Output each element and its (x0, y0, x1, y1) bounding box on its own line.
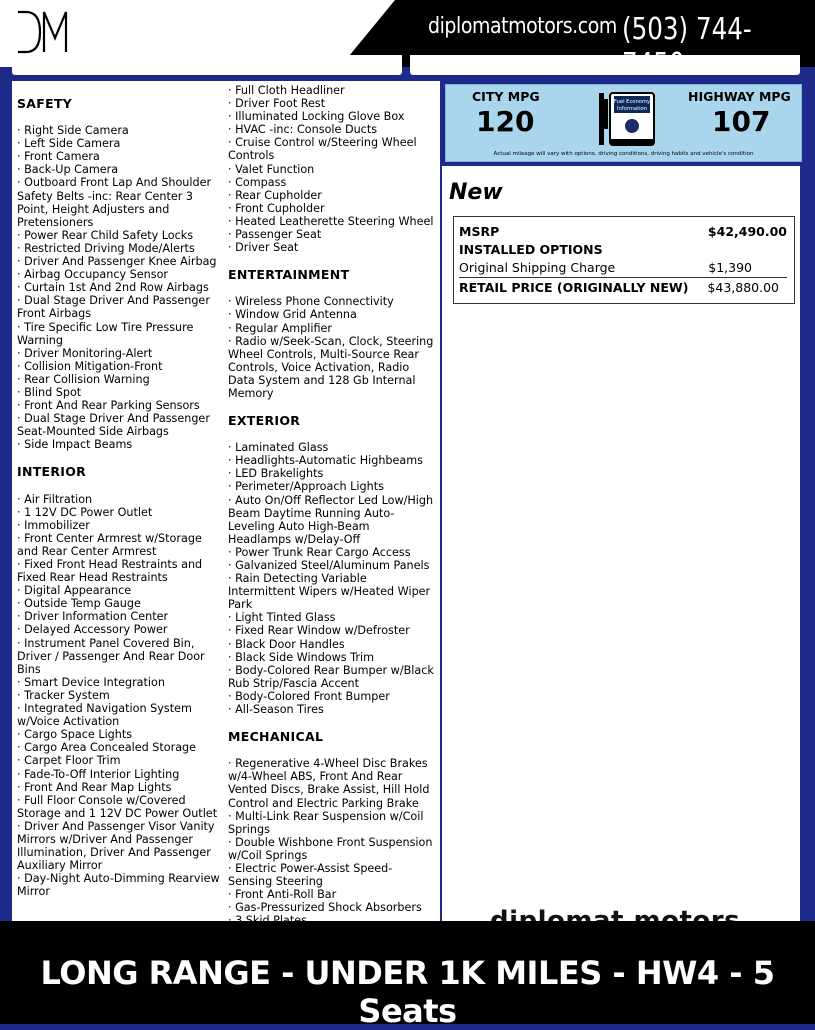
feature-item: · Black Side Windows Trim (228, 650, 374, 664)
feature-item: · Front Camera (17, 150, 100, 164)
feature-item: · HVAC -inc: Console Ducts (228, 123, 378, 137)
feature-item: · Regular Amplifier (228, 321, 332, 335)
feature-item: · Full Cloth Headliner (228, 84, 345, 97)
feature-item: · Regenerative 4-Wheel Disc Brakes w/4-Wheel ABS, Front And Rear Vented Discs, Brake Assist, Hill Hold Control and Electric Parking Brake (228, 757, 430, 810)
msrp-value: $42,490.00 (707, 224, 787, 239)
features-column-right (228, 84, 434, 941)
condition-label: New (449, 180, 503, 205)
feature-item: · Front Anti-Roll Bar (228, 888, 337, 902)
section-safety (17, 97, 225, 451)
feature-item: · Instrument Panel Covered Bin, Driver / Passenger And Rear Door Bins (17, 636, 205, 676)
feature-item: · Power Rear Child Safety Locks (17, 228, 194, 242)
feature-item: · Driver Information Center (17, 610, 169, 624)
banner-text: LONG RANGE - UNDER 1K MILES - HW4 - 5 Seats (40, 954, 775, 1030)
section-mechanical (228, 730, 434, 940)
feature-item: · Tracker System (17, 688, 110, 702)
section-heading: SAFETY (17, 96, 73, 111)
feature-item: · Front And Rear Parking Sensors (17, 399, 200, 413)
feature-item: · Driver And Passenger Visor Vanity Mirrors w/Driver And Passenger Illumination, Driver And Passenger Auxiliary Mirror (17, 819, 215, 873)
fuel-economy-box (445, 84, 802, 162)
feature-item: · Power Trunk Rear Cargo Access (228, 545, 411, 559)
feature-item: · Driver Seat (228, 241, 299, 255)
features-panel (12, 81, 440, 941)
feature-item: · Galvanized Steel/Aluminum Panels (228, 559, 430, 572)
feature-item: · Valet Function (228, 162, 315, 176)
feature-item: · Cargo Area Concealed Storage (17, 741, 197, 755)
feature-item: · Back-Up Camera (17, 163, 119, 177)
feature-item: · Compass (228, 175, 287, 189)
feature-item: · Front And Rear Map Lights (17, 780, 172, 794)
msrp-row (459, 224, 787, 239)
info-box-left (12, 55, 402, 75)
feature-item: · Electric Power-Assist Speed-Sensing Steering (228, 861, 393, 889)
feature-item: · Rear Cupholder (228, 188, 322, 202)
feature-item: · Body-Colored Front Bumper (228, 689, 390, 703)
feature-item: · Right Side Camera (17, 124, 129, 138)
section-interior-continued (228, 84, 434, 254)
feature-item: · All-Season Tires (228, 703, 324, 717)
feature-item: · Cargo Space Lights (17, 728, 133, 742)
feature-item: · Integrated Navigation System w/Voice Activation (17, 702, 192, 729)
feature-item: · Cruise Control w/Steering Wheel Controls (228, 136, 417, 163)
feature-item: · Front Cupholder (228, 201, 325, 215)
feature-item: · Collision Mitigation-Front (17, 359, 163, 373)
feature-item: · Black Door Handles (228, 637, 345, 651)
installed-options-label: INSTALLED OPTIONS (459, 242, 603, 257)
feature-item: · LED Brakelights (228, 467, 324, 481)
pricing-table (453, 216, 795, 304)
feature-item: · Front Center Armrest w/Storage and Rear Center Armrest (17, 531, 202, 558)
feature-item: · Full Floor Console w/Covered Storage and 1 12V DC Power Outlet (17, 793, 218, 820)
shipping-row (459, 260, 787, 275)
highway-mpg-label: HIGHWAY MPG (688, 89, 791, 104)
feature-item: · Laminated Glass (228, 441, 329, 455)
bottom-banner (0, 921, 815, 1030)
feature-item: · Curtain 1st And 2nd Row Airbags (17, 281, 209, 295)
retail-value: $43,880.00 (707, 280, 779, 295)
highway-mpg-value: 107 (712, 105, 771, 138)
fuel-economy-label: Fuel Economy (613, 99, 651, 105)
feature-item: · Perimeter/Approach Lights (228, 480, 384, 494)
feature-item: · Left Side Camera (17, 137, 121, 151)
website-link[interactable]: diplomatmotors.com (428, 14, 617, 39)
feature-item: · Headlights-Automatic Highbeams (228, 454, 423, 468)
section-heading: MECHANICAL (228, 729, 324, 745)
feature-item: · Carpet Floor Trim (17, 754, 121, 768)
feature-item: · Immobilizer (17, 518, 90, 532)
feature-item: · Outside Temp Gauge (17, 597, 141, 611)
feature-item: · Auto On/Off Reflector Led Low/High Beam Daytime Running Auto-Leveling Auto High-Beam Headlamps w/Delay-Off (228, 493, 434, 546)
feature-item: · Outboard Front Lap And Shoulder Safety Belts -inc: Rear Center 3 Point, Height Adjusters and Pretensioners (17, 176, 212, 229)
pricing-divider (459, 277, 787, 278)
feature-item: · Airbag Occupancy Sensor (17, 268, 169, 282)
feature-item: · Side Impact Beams (17, 438, 133, 452)
city-mpg-value: 120 (476, 105, 535, 138)
section-entertainment (228, 268, 434, 400)
mpg-disclaimer: Actual mileage will vary with options, driving conditions, driving habits and vehicle's condition (493, 151, 754, 157)
fuel-pump-icon (596, 91, 658, 147)
feature-item: · Driver And Passenger Knee Airbag (17, 255, 217, 269)
feature-item: · Blind Spot (17, 385, 82, 399)
feature-item: · Driver Foot Rest (228, 97, 326, 111)
feature-item: · Dual Stage Driver And Passenger Front Airbags (17, 294, 210, 321)
feature-item: · Driver Monitoring-Alert (17, 346, 153, 360)
shipping-value: $1,390 (708, 260, 752, 275)
shipping-label: Original Shipping Charge (459, 260, 616, 275)
feature-item: · Body-Colored Rear Bumper w/Black Rub Strip/Fascia Accent (228, 663, 434, 690)
feature-item: · Multi-Link Rear Suspension w/Coil Springs (228, 809, 424, 836)
section-heading: EXTERIOR (228, 413, 301, 429)
feature-item: · Wireless Phone Connectivity (228, 295, 394, 309)
msrp-label: MSRP (459, 224, 500, 239)
feature-item: · Delayed Accessory Power (17, 623, 168, 637)
section-interior (17, 465, 225, 898)
section-heading: ENTERTAINMENT (228, 267, 350, 283)
feature-item: · Dual Stage Driver And Passenger Seat-Mounted Side Airbags (17, 412, 210, 439)
info-box-right (410, 55, 800, 75)
dm-logo (16, 10, 68, 54)
installed-options-row (459, 242, 787, 257)
feature-item: · Restricted Driving Mode/Alerts (17, 241, 195, 255)
section-exterior (228, 414, 434, 716)
feature-item: · Passenger Seat (228, 228, 322, 242)
section-heading: INTERIOR (17, 464, 87, 480)
feature-item: · Digital Appearance (17, 584, 132, 598)
feature-item: · Rain Detecting Variable Intermittent Wipers w/Heated Wiper Park (228, 572, 431, 612)
feature-item: · Illuminated Locking Glove Box (228, 110, 405, 124)
feature-item: · Double Wishbone Front Suspension w/Coil Springs (228, 835, 433, 862)
city-mpg-label: CITY MPG (472, 89, 540, 104)
feature-item: · Air Filtration (17, 492, 93, 506)
retail-row (459, 280, 787, 295)
feature-item: · 1 12V DC Power Outlet (17, 505, 153, 519)
phone-number[interactable]: (503) 744- (622, 12, 752, 47)
feature-item: · Day-Night Auto-Dimming Rearview Mirror (17, 872, 220, 899)
feature-item: · Tire Specific Low Tire Pressure Warning (17, 320, 194, 347)
feature-item: · Window Grid Antenna (228, 308, 357, 322)
feature-item: · Gas-Pressurized Shock Absorbers (228, 901, 422, 915)
features-column-left (17, 97, 225, 912)
pricing-panel (442, 166, 800, 941)
feature-item: · Heated Leatherette Steering Wheel (228, 214, 434, 228)
retail-label: RETAIL PRICE (ORIGINALLY NEW) (459, 280, 689, 295)
feature-item: · Fade-To-Off Interior Lighting (17, 767, 180, 781)
feature-item: · Smart Device Integration (17, 675, 165, 689)
information-label: Information (616, 106, 648, 112)
feature-item: · Fixed Rear Window w/Defroster (228, 624, 410, 638)
feature-item: · Radio w/Seek-Scan, Clock, Steering Wheel Controls, Multi-Source Rear Controls, Voice Activation, Radio Data System and 128 Gb Internal Memory (228, 334, 434, 400)
feature-item: · Rear Collision Warning (17, 372, 150, 386)
feature-item: · Fixed Front Head Restraints and Fixed Rear Head Restraints (17, 558, 203, 585)
feature-item: · Light Tinted Glass (228, 611, 336, 625)
